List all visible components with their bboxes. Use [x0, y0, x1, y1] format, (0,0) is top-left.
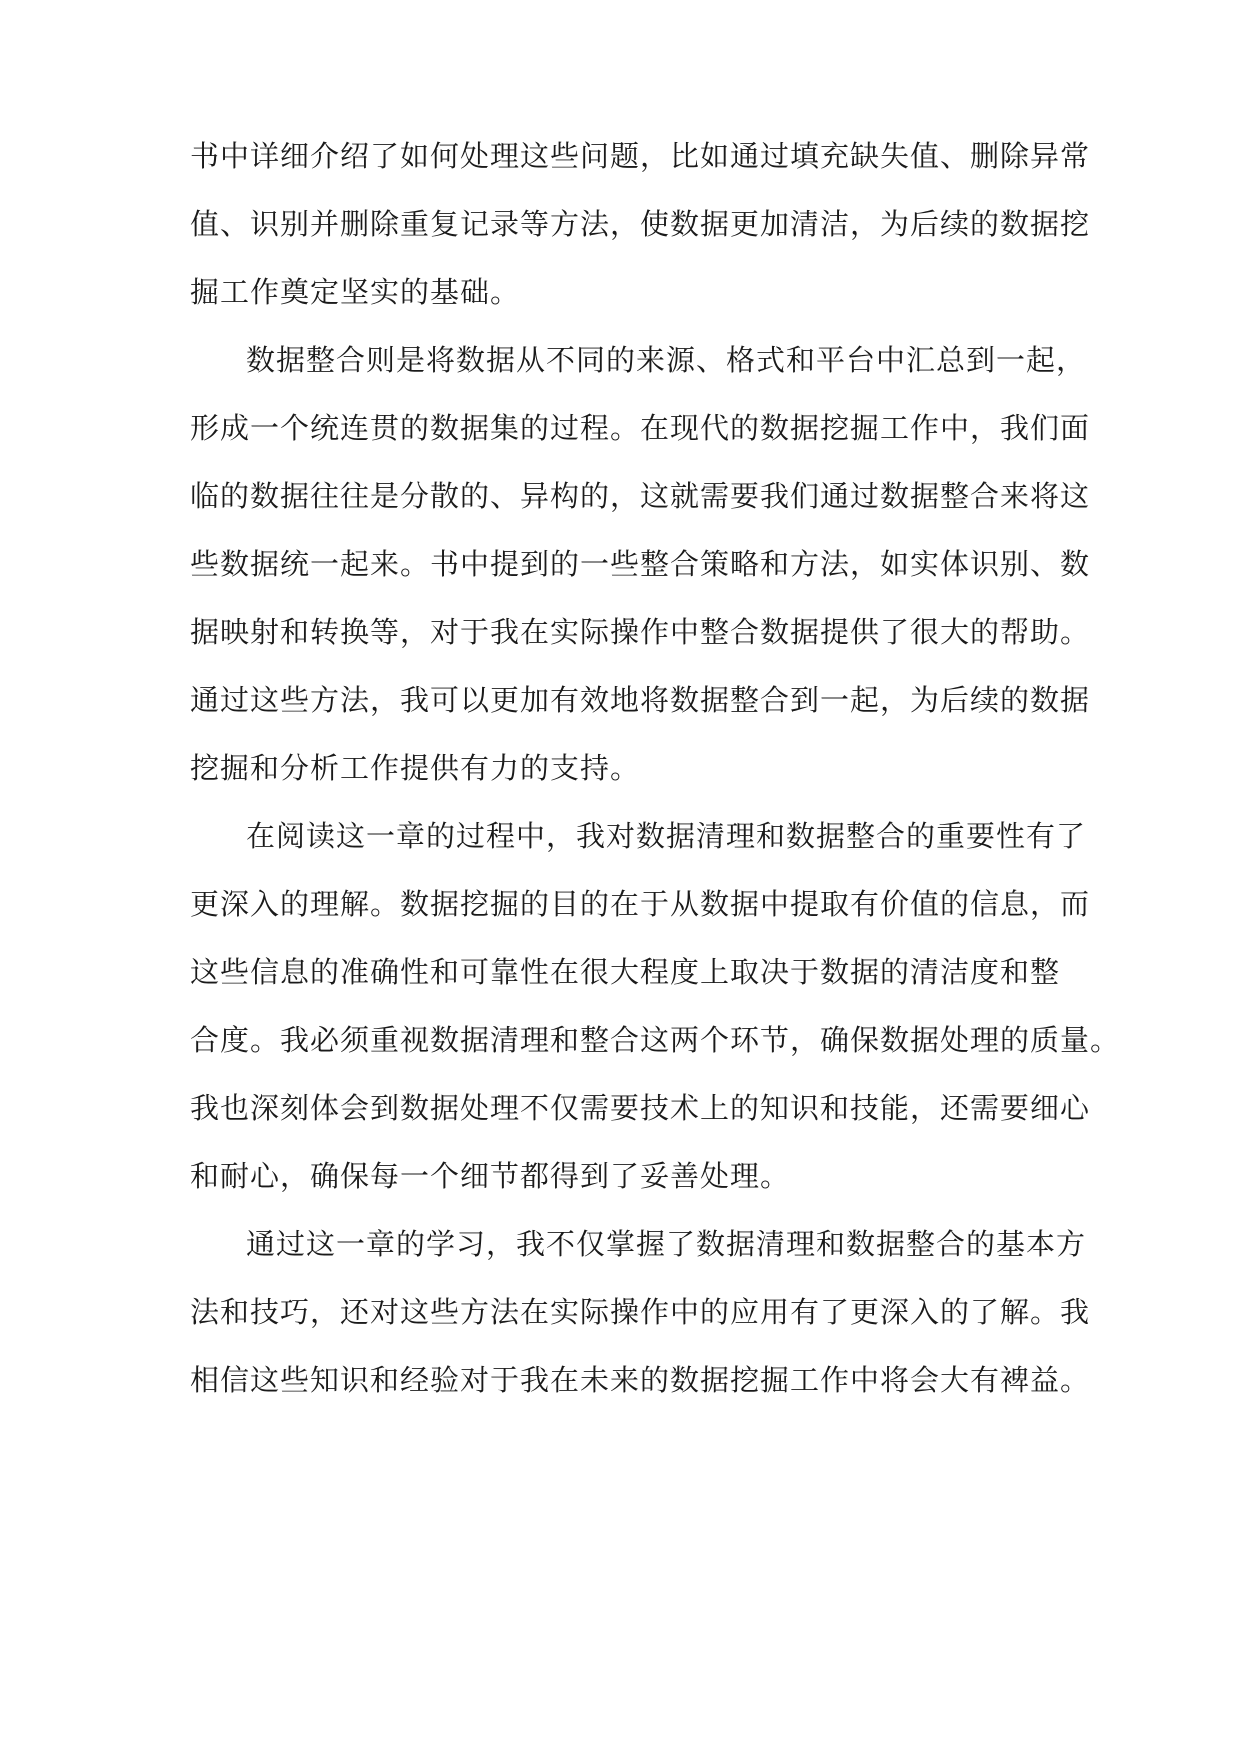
text-line: 挖掘和分析工作提供有力的支持。	[190, 751, 641, 785]
paragraph-first-line: 在阅读这一章的过程中，我对数据清理和数据整合的重要性有了	[246, 819, 1087, 853]
text-line: 值、识别并删除重复记录等方法，使数据更加清洁，为后续的数据挖	[190, 207, 1091, 241]
text-line: 形成一个统连贯的数据集的过程。在现代的数据挖掘工作中，我们面	[190, 411, 1091, 445]
text-line: 临的数据往往是分散的、异构的，这就需要我们通过数据整合来将这	[190, 479, 1091, 513]
text-line: 掘工作奠定坚实的基础。	[190, 275, 521, 309]
text-line: 合度。我必须重视数据清理和整合这两个环节，确保数据处理的质量。	[190, 1023, 1121, 1057]
text-line: 据映射和转换等，对于我在实际操作中整合数据提供了很大的帮助。	[190, 615, 1091, 649]
text-line: 我也深刻体会到数据处理不仅需要技术上的知识和技能，还需要细心	[190, 1091, 1091, 1125]
text-line: 通过这些方法，我可以更加有效地将数据整合到一起，为后续的数据	[190, 683, 1091, 717]
text-line: 法和技巧，还对这些方法在实际操作中的应用有了更深入的了解。我	[190, 1295, 1091, 1329]
text-line: 些数据统一起来。书中提到的一些整合策略和方法，如实体识别、数	[190, 547, 1091, 581]
text-line: 相信这些知识和经验对于我在未来的数据挖掘工作中将会大有裨益。	[190, 1363, 1091, 1397]
paragraph-first-line: 通过这一章的学习，我不仅掌握了数据清理和数据整合的基本方	[246, 1227, 1087, 1261]
text-line: 书中详细介绍了如何处理这些问题，比如通过填充缺失值、删除异常	[190, 139, 1091, 173]
text-line: 更深入的理解。数据挖掘的目的在于从数据中提取有价值的信息，而	[190, 887, 1091, 921]
text-line: 这些信息的准确性和可靠性在很大程度上取决于数据的清洁度和整	[190, 955, 1061, 989]
paragraph-first-line: 数据整合则是将数据从不同的来源、格式和平台中汇总到一起，	[246, 343, 1087, 377]
text-line: 和耐心，确保每一个细节都得到了妥善处理。	[190, 1159, 791, 1193]
